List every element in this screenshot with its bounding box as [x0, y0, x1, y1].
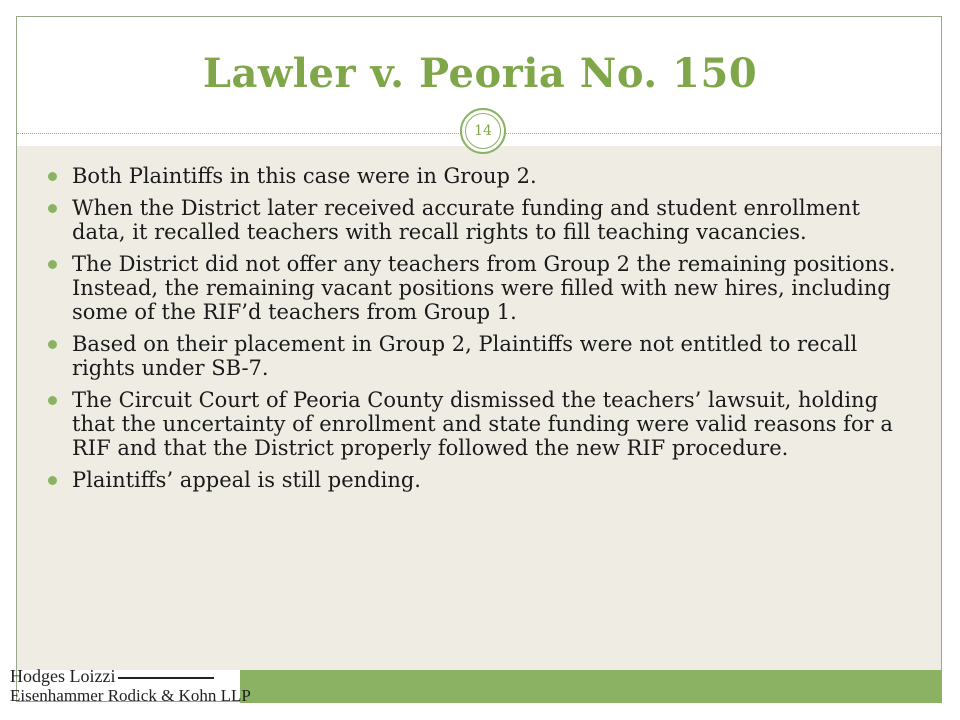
bullet-item — [46, 196, 916, 244]
logo-line-1: Hodges Loizzi — [10, 666, 116, 686]
bullet-item — [46, 388, 916, 460]
bullet-text: Plaintiffs’ appeal is still pending. — [72, 468, 421, 492]
footer-bar — [240, 670, 942, 703]
bullet-item — [46, 468, 916, 492]
bullet-dot-icon — [48, 260, 57, 269]
bullet-text: Based on their placement in Group 2, Plaintiffs were not entitled to recall rights under SB-7. — [72, 332, 858, 380]
bullet-dot-icon — [48, 396, 57, 405]
bullet-text: Both Plaintiffs in this case were in Group 2. — [72, 164, 537, 188]
bullet-text: The Circuit Court of Peoria County dismissed the teachers’ lawsuit, holding that the uncertainty of enrollment and state funding were valid reasons for a RIF and that the District properly followed the new RIF procedure. — [72, 388, 893, 460]
bullet-item — [46, 164, 916, 188]
page-number: 14 — [465, 113, 501, 149]
bullet-dot-icon — [48, 476, 57, 485]
slide-title: Lawler v. Peoria No. 150 — [202, 50, 758, 97]
firm-logo — [10, 666, 251, 710]
page-number-badge — [460, 108, 506, 154]
bullet-dot-icon — [48, 204, 57, 213]
bullet-text: When the District later received accurate funding and student enrollment data, it recalled teachers with recall rights to fill teaching vacancies. — [72, 196, 860, 244]
bullet-text: The District did not offer any teachers from Group 2 the remaining positions. Instead, the remaining vacant positions were filled with new hires, including some of the RIF’d teachers from Group 1. — [72, 252, 896, 324]
logo-rule — [118, 677, 214, 679]
bullet-list — [46, 164, 916, 500]
bullet-item — [46, 332, 916, 380]
bullet-dot-icon — [48, 172, 57, 181]
bullet-dot-icon — [48, 340, 57, 349]
bullet-item — [46, 252, 916, 324]
logo-line-2: Eisenhammer Rodick & Kohn LLP — [10, 686, 251, 705]
